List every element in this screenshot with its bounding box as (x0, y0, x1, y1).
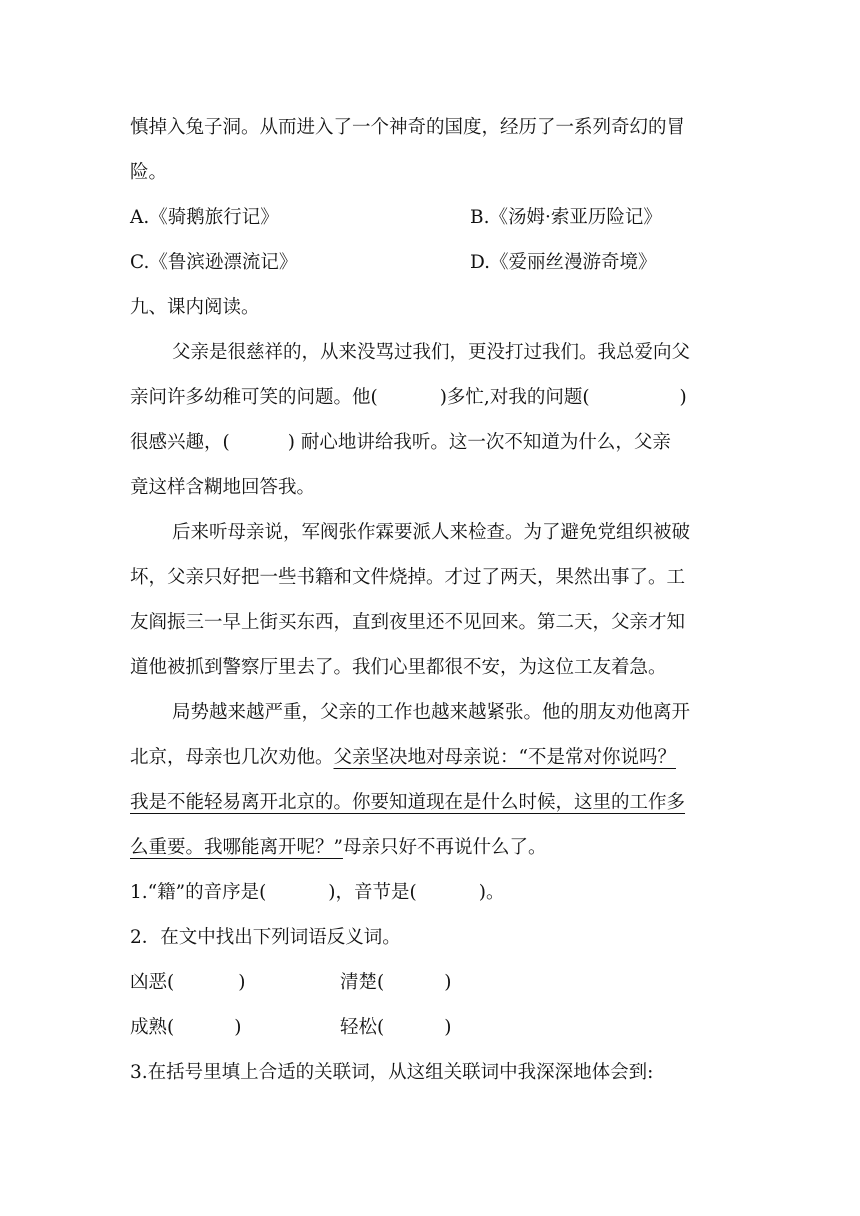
p2-line-1: 后来听母亲说，军阀张作霖要派人来检查。为了避免党组织被破 (172, 522, 691, 543)
underlined-sentence-line-3: 我是不能轻易离开北京的。你要知道现在是什么时候，这里的工作多 (130, 792, 686, 813)
antonym-item-4 (340, 1015, 451, 1041)
p3-line-2-part-a: 北京，母亲也几次劝他。 (130, 747, 334, 768)
p2-line-3: 友阎振三一早上街买东西，直到夜里还不见回来。第二天，父亲才知 (130, 612, 686, 633)
antonym-close: ) (238, 972, 246, 993)
antonym-word: 清楚( (340, 972, 385, 993)
option-b: B.《汤姆·索亚历险记》 (470, 207, 662, 228)
p3-line-2 (130, 745, 676, 771)
p1-line-3-part-a: 很感兴趣，( (130, 432, 230, 453)
antonym-close: ) (444, 1017, 452, 1038)
question-1-part-b: )，音节是( (328, 882, 417, 903)
antonym-item-1 (130, 970, 245, 996)
option-a: A.《骑鹅旅行记》 (130, 207, 279, 228)
option-d: D.《爱丽丝漫游奇境》 (470, 252, 657, 273)
question-3-title: 3.在括号里填上合适的关联词，从这组关联词中我深深地体会到: (130, 1062, 654, 1083)
underlined-sentence-end: 么重要。我哪能离开呢？” (130, 837, 343, 858)
p3-line-4-part-b: 母亲只好不再说什么了。 (342, 837, 547, 858)
p1-line-2-part-c: ) (679, 387, 687, 408)
antonym-close: ) (444, 972, 452, 993)
antonym-word: 成熟( (130, 1017, 175, 1038)
question-1-part-c: )。 (478, 882, 505, 903)
antonym-item-3 (130, 1015, 241, 1041)
p2-line-2: 坏，父亲只好把一些书籍和文件烧掉。才过了两天，果然出事了。工 (130, 567, 686, 588)
question-1-part-a: 1.“籍”的音序是( (130, 882, 267, 903)
underlined-sentence: 父亲坚决地对母亲说：“不是常对你说吗？ (333, 747, 676, 768)
p1-line-1: 父亲是很慈祥的，从来没骂过我们，更没打过我们。我总爱向父 (172, 342, 691, 363)
q8-text-line-2: 险。 (130, 162, 168, 183)
p2-line-4: 道他被抓到警察厅里去了。我们心里都很不安，为这位工友着急。 (130, 657, 667, 678)
p1-line-4: 竟这样含糊地回答我。 (130, 477, 316, 498)
p1-line-2-part-b: )多忙,对我的问题( (439, 387, 590, 408)
question-2-title: 2．在文中找出下列词语反义词。 (130, 927, 401, 948)
p3-line-4 (130, 835, 546, 861)
option-c: C.《鲁滨逊漂流记》 (130, 252, 298, 273)
antonym-item-2 (340, 970, 451, 996)
q8-text-line-1: 慎掉入兔子洞。从而进入了一个神奇的国度，经历了一系列奇幻的冒 (130, 117, 686, 138)
p1-line-3 (130, 430, 671, 456)
p1-line-2-part-a: 亲问许多幼稚可笑的问题。他( (130, 387, 378, 408)
antonym-close: ) (234, 1017, 242, 1038)
p1-line-3-part-b: ) 耐心地讲给我听。这一次不知道为什么，父亲 (287, 432, 671, 453)
antonym-word: 轻松( (340, 1017, 385, 1038)
antonym-word: 凶恶( (130, 972, 175, 993)
p3-line-1: 局势越来越严重，父亲的工作也越来越紧张。他的朋友劝他离开 (172, 702, 691, 723)
question-1 (130, 880, 504, 906)
p1-line-2 (130, 385, 687, 411)
section-heading: 九、课内阅读。 (130, 297, 260, 318)
